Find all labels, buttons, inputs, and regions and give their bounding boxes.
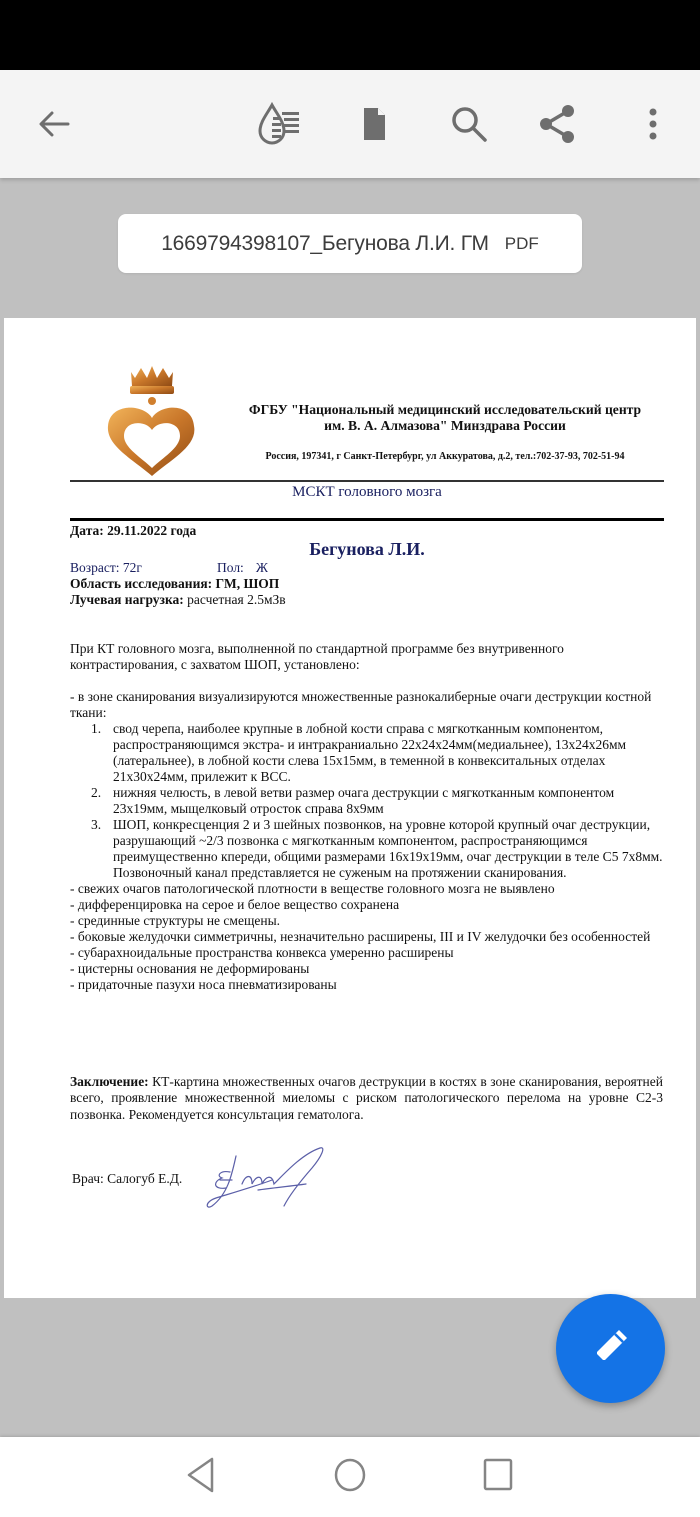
document-title: МСКТ головного мозга — [292, 484, 442, 500]
conclusion-label: Заключение: — [70, 1074, 149, 1089]
dose-label: Лучевая нагрузка: — [70, 592, 184, 607]
edit-fab-button[interactable] — [556, 1294, 665, 1403]
nav-home-button[interactable] — [326, 1453, 374, 1501]
title-divider — [70, 518, 664, 521]
note-item: - субарахноидальные пространства конвекса умеренно расширены — [70, 945, 454, 960]
area-label: Область исследования: — [70, 576, 213, 591]
exam-area — [70, 576, 279, 592]
page-icon — [354, 104, 394, 144]
share-button[interactable] — [534, 100, 582, 148]
note-item: - придаточные пазухи носа пневматизированы — [70, 977, 337, 992]
search-button[interactable] — [445, 100, 493, 148]
file-type-label: PDF — [504, 233, 539, 253]
patient-sex — [217, 560, 268, 576]
file-name-chip — [118, 214, 582, 273]
doctor-name: Врач: Салогуб Е.Д. — [72, 1171, 183, 1186]
pencil-icon — [589, 1324, 633, 1373]
more-vert-icon — [643, 104, 663, 144]
app-toolbar — [0, 70, 700, 178]
note-item: - цистерны основания не деформированы — [70, 961, 310, 976]
header-divider — [70, 480, 664, 482]
radiation-dose — [70, 592, 286, 608]
nav-recents-button[interactable] — [474, 1453, 522, 1501]
note-item: - срединные структуры не смещены. — [70, 913, 281, 928]
intro-paragraph: При КТ головного мозга, выполненной по стандартной программе без внутривенного контрастирования, с захватом ШОП, установлено: — [70, 641, 564, 672]
search-icon — [447, 102, 491, 146]
org-address: Россия, 197341, г Санкт-Петербург, ул Аккуратова, д.2, тел.:702-37-93, 702-51-94 — [265, 451, 625, 462]
system-nav-bar — [0, 1437, 700, 1517]
status-bar — [0, 0, 700, 70]
note-item: - дифференцировка на серое и белое вещество сохранена — [70, 897, 400, 912]
dose-value: расчетная 2.5мЗв — [187, 592, 286, 607]
note-item: - свежих очагов патологической плотности в веществе головного мозга не выявлено — [70, 881, 555, 896]
nav-back-button[interactable] — [176, 1453, 224, 1501]
home-circle-icon — [332, 1457, 368, 1498]
back-triangle-icon — [183, 1456, 217, 1499]
recents-square-icon — [481, 1457, 515, 1498]
conclusion — [70, 1074, 663, 1123]
report-body — [70, 641, 670, 993]
age-value: 72г — [122, 560, 142, 575]
sex-label: Пол: — [217, 560, 244, 575]
note-item: - боковые желудочки симметричны, незначительно расширены, III и IV желудочки без особенностей — [70, 929, 651, 944]
conclusion-text: КТ-картина множественных очагов деструкции в костях в зоне сканирования, вероятней всего, проявление множественной миеломы с риском патологического перелома на уровне С2-3 позвонка. Рекомендуется консультация гематолога. — [70, 1074, 663, 1122]
finding-item: 3. ШОП, конкресценция 2 и 3 шейных позвонков, на уровне которой крупный очаг деструкции, разрушающий ~2/3 позвонка с мягкотканным компонентом, распространяющимся преимущественно кпереди, общими размерами 16х19х19мм, очаг деструкции в теле С5 7х8мм. Позвоночный канал представляется не суженым на протяжении сканирования. — [91, 817, 663, 880]
arrow-left-icon — [34, 104, 74, 144]
age-label: Возраст: — [70, 560, 120, 575]
file-name: 1669794398107_Бегунова Л.И. ГМ — [161, 231, 489, 255]
liquid-mode-icon — [255, 100, 303, 148]
findings-list — [70, 721, 670, 881]
pdf-page — [4, 318, 696, 1298]
exam-date: Дата: 29.11.2022 года — [70, 523, 197, 538]
page-view-button[interactable] — [350, 100, 398, 148]
back-button[interactable] — [30, 100, 78, 148]
more-options-button[interactable] — [629, 100, 677, 148]
finding-item: 1. свод черепа, наиболее крупные в лобной кости справа с мягкотканным компонентом, распространяющимся экстра- и интракраниально 22х24х24мм(медиальнее), 13х24х26мм (латеральнее), в лобной кости слева 15х15мм, в теменной в конвекситальных отделах 21х30х24мм, прилежит к ВСС. — [91, 721, 627, 784]
patient-name: Бегунова Л.И. — [309, 539, 425, 559]
sex-value: Ж — [255, 560, 268, 575]
lead-finding: - в зоне сканирования визуализируются множественные разнокалиберные очаги деструкции костной ткани: — [70, 689, 652, 720]
patient-age — [70, 560, 142, 576]
almazov-logo-icon — [104, 364, 196, 476]
org-name-line2: им. В. А. Алмазова" Минздрава России — [324, 418, 566, 433]
organization-header — [226, 402, 664, 462]
org-name-line1: ФГБУ "Национальный медицинский исследовательский центр — [248, 402, 642, 417]
area-value: ГМ, ШОП — [215, 576, 280, 591]
signature-icon — [202, 1144, 332, 1212]
share-icon — [536, 102, 580, 146]
liquid-mode-button[interactable] — [255, 100, 303, 148]
finding-item: 2. нижняя челюсть, в левой ветви размер очага деструкции с мягкотканным компонентом 23х19мм, мыщелковый отросток справа 8х9мм — [91, 785, 615, 816]
